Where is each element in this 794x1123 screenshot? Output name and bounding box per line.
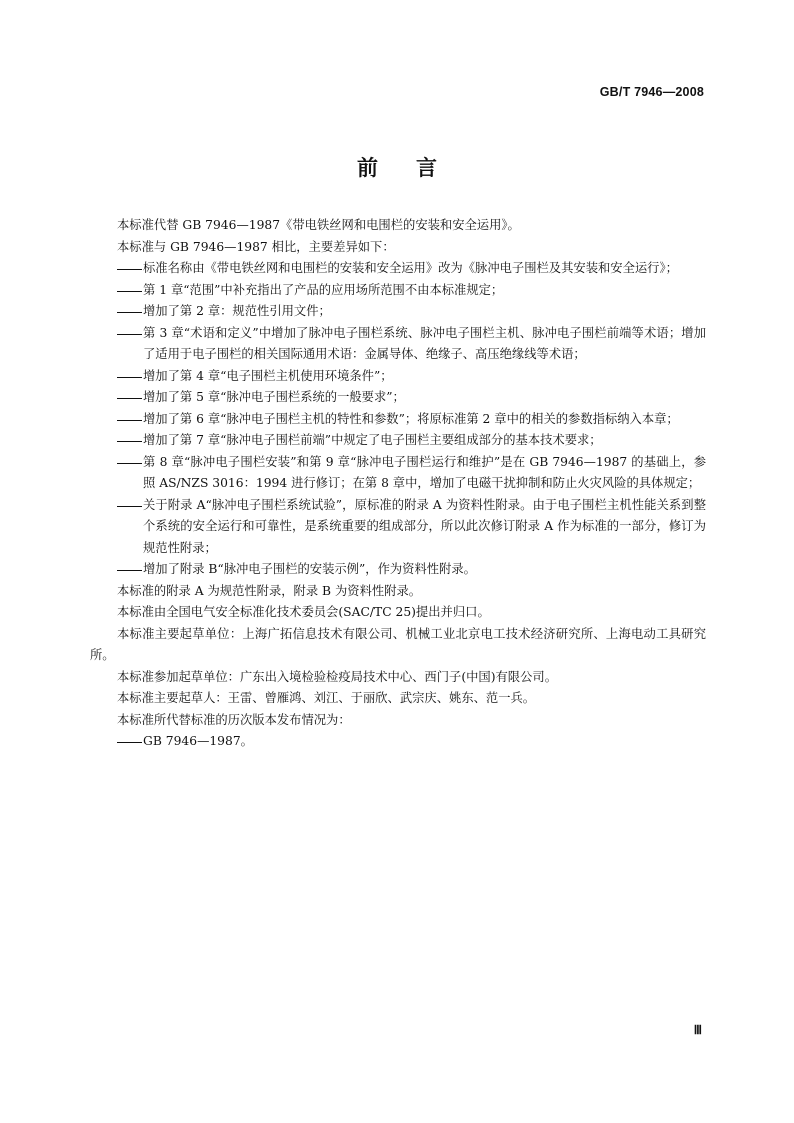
dash-marker (117, 387, 143, 409)
list-item: 第 1 章“范围”中补充指出了产品的应用场所范围不由本标准规定； (90, 280, 706, 302)
dash-marker (117, 301, 143, 323)
list-item: 第 3 章“术语和定义”中增加了脉冲电子围栏系统、脉冲电子围栏主机、脉冲电子围栏前端等术语；增加了适用于电子围栏的相关国际通用术语：金属导体、绝缘子、高压绝缘线等术语； (90, 323, 706, 366)
list-item: 增加了第 2 章：规范性引用文件； (90, 301, 706, 323)
list-item: 增加了第 6 章“脉冲电子围栏主机的特性和参数”；将原标准第 2 章中的相关的参数指标纳入本章； (90, 409, 706, 431)
page-title: 前言 (357, 156, 475, 180)
list-item: 增加了第 4 章“电子围栏主机使用环境条件”； (90, 366, 706, 388)
list-item: 关于附录 A“脉冲电子围栏系统试验”，原标准的附录 A 为资料性附录。由于电子围栏主机性能关系到整个系统的安全运行和可靠性，是系统重要的组成部分，所以此次修订附录 A 作为标准的一部分，修订为规范性附录； (90, 495, 706, 560)
dash-marker (117, 495, 143, 517)
list-item: GB 7946—1987。 (90, 731, 706, 753)
preface-body (90, 215, 706, 753)
dash-marker (117, 731, 143, 753)
paragraph: 本标准所代替标准的历次版本发布情况为： (117, 712, 351, 727)
paragraph: 本标准代替 GB 7946—1987《带电铁丝网和电围栏的安装和安全运用》。 (117, 218, 520, 232)
paragraph: 本标准参加起草单位：广东出入境检验检疫局技术中心、西门子(中国)有限公司。 (117, 669, 557, 684)
paragraph: 本标准的附录 A 为规范性附录，附录 B 为资料性附录。 (117, 583, 422, 598)
dash-marker (117, 430, 143, 452)
paragraph: 本标准主要起草单位：上海广拓信息技术有限公司、机械工业北京电工技术经济研究所、上海电动工具研究所。 (90, 626, 706, 662)
dash-marker (117, 258, 143, 280)
dash-marker (117, 409, 143, 431)
list-item: 增加了附录 B“脉冲电子围栏的安装示例”，作为资料性附录。 (90, 559, 706, 581)
paragraph: 本标准主要起草人：王雷、曾雁鸿、刘江、于丽欣、武宗庆、姚东、范一兵。 (117, 691, 536, 705)
dash-marker (117, 366, 143, 388)
list-item: 增加了第 7 章“脉冲电子围栏前端”中规定了电子围栏主要组成部分的基本技术要求； (90, 430, 706, 452)
dash-marker (117, 323, 143, 345)
list-item: 标准名称由《带电铁丝网和电围栏的安装和安全运用》改为《脉冲电子围栏及其安装和安全运行》； (90, 258, 706, 280)
list-item: 增加了第 5 章“脉冲电子围栏系统的一般要求”； (90, 387, 706, 409)
paragraph: 本标准与 GB 7946—1987 相比，主要差异如下： (117, 239, 395, 254)
paragraph: 本标准由全国电气安全标准化技术委员会(SAC/TC 25)提出并归口。 (117, 605, 490, 619)
page-number: Ⅲ (693, 1023, 702, 1037)
dash-marker (117, 452, 143, 474)
standard-code: GB/T 7946—2008 (599, 85, 704, 99)
dash-marker (117, 559, 143, 581)
list-item: 第 8 章“脉冲电子围栏安装”和第 9 章“脉冲电子围栏运行和维护”是在 GB 7946—1987 的基础上，参照 AS/NZS 3016：1994 进行修订；在第 8 章中，增加了电磁干扰抑制和防止火灾风险的具体规定； (90, 452, 706, 495)
dash-marker (117, 280, 143, 302)
